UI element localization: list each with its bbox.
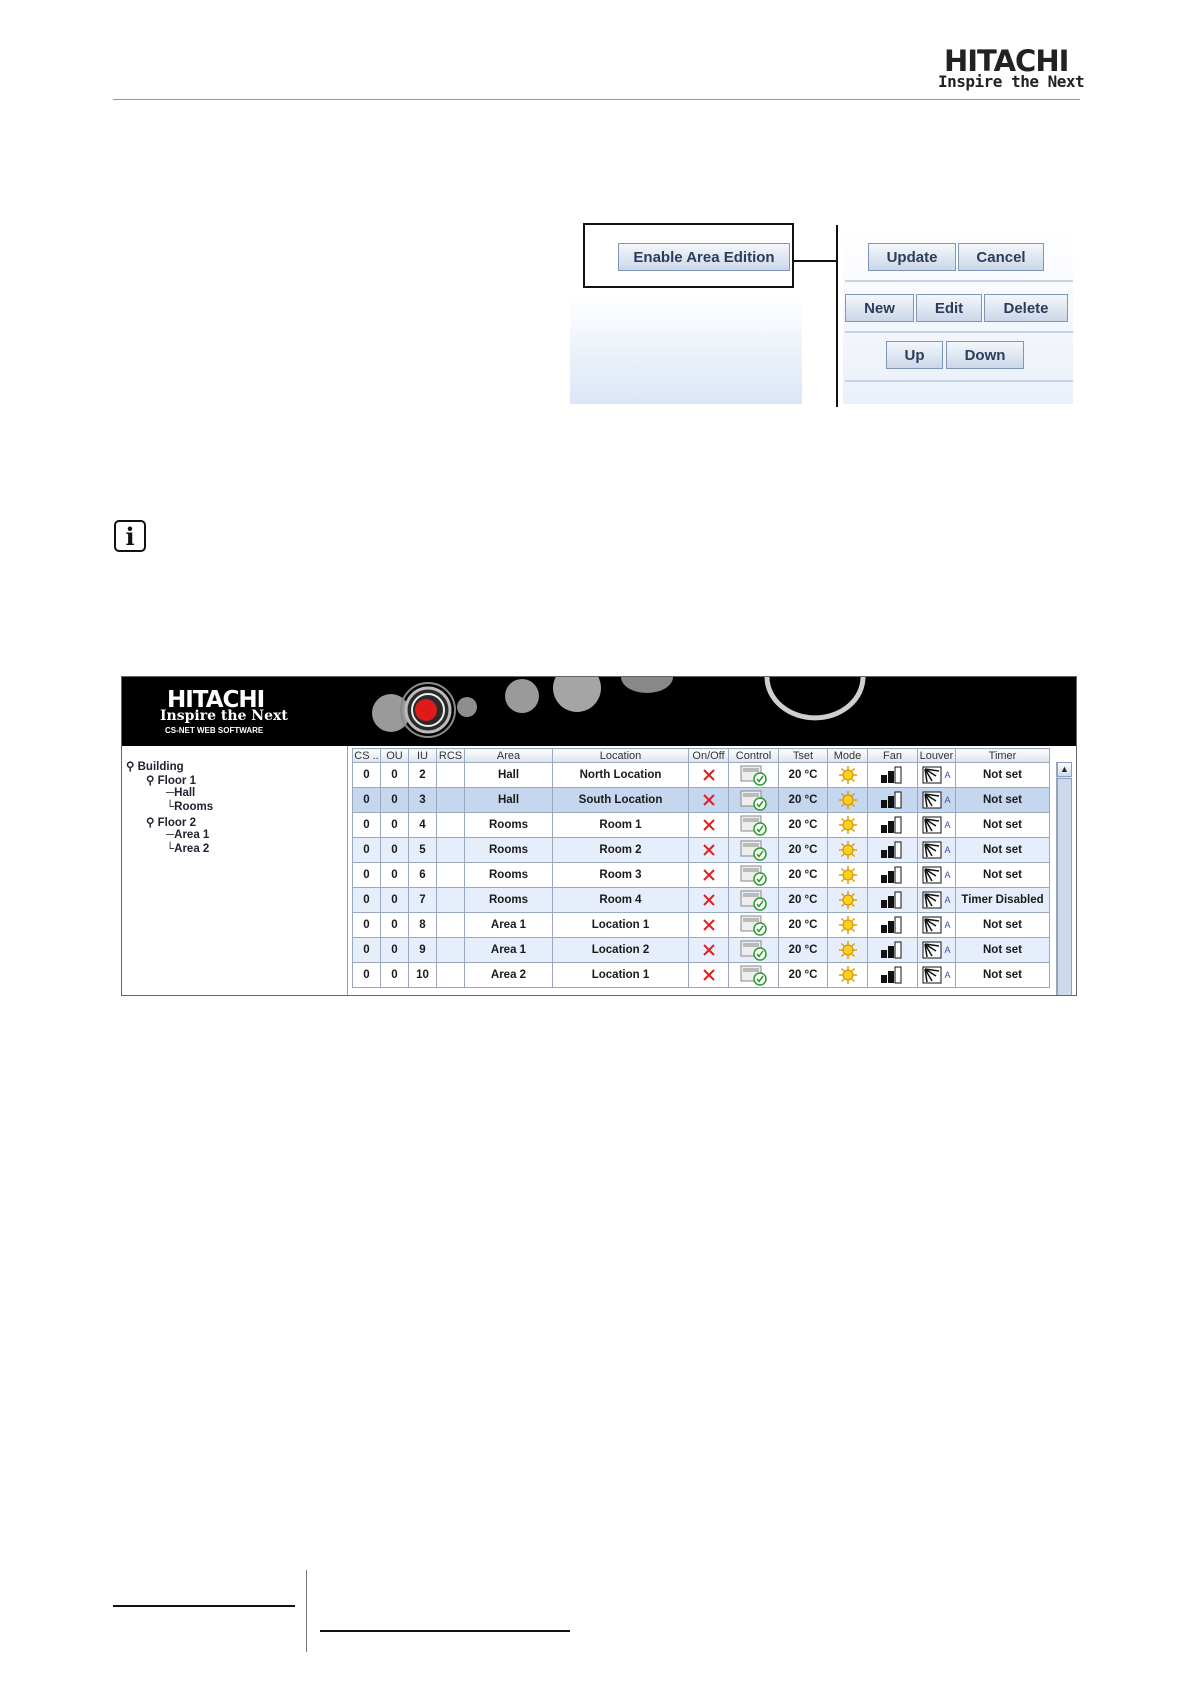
cell-rcs: [437, 888, 465, 913]
table-row[interactable]: [353, 913, 1050, 938]
separator: [845, 280, 1073, 282]
connector-line: [794, 260, 837, 262]
cell-onoff[interactable]: [689, 838, 729, 863]
control-enabled-icon: [739, 889, 769, 911]
cell-mode[interactable]: [828, 963, 868, 988]
off-x-icon: [702, 968, 716, 982]
heat-mode-sun-icon: [838, 840, 858, 860]
hitachi-logo: HITACHI: [944, 44, 1069, 78]
louver-swing-icon: [922, 841, 944, 859]
cell-mode[interactable]: [828, 888, 868, 913]
cell-control[interactable]: [729, 913, 779, 938]
off-x-icon: [702, 818, 716, 832]
column-header[interactable]: IU: [409, 749, 437, 763]
info-icon: i: [114, 520, 146, 552]
down-button[interactable]: Down: [946, 341, 1024, 369]
cell-tset: 20 °C: [779, 963, 828, 988]
column-header[interactable]: Tset: [779, 749, 828, 763]
control-enabled-icon: [739, 864, 769, 886]
cell-area: Rooms: [465, 838, 553, 863]
units-table: [352, 748, 1050, 988]
divider-line: [836, 225, 838, 407]
table-row[interactable]: [353, 863, 1050, 888]
cell-location: Room 4: [553, 888, 689, 913]
app-banner: [122, 677, 1077, 746]
cell-timer: Not set: [956, 763, 1050, 788]
cell-fan[interactable]: [868, 813, 918, 838]
cell-control[interactable]: [729, 763, 779, 788]
cell-mode[interactable]: [828, 813, 868, 838]
cancel-button[interactable]: Cancel: [958, 243, 1044, 271]
louver-auto-label: A: [944, 970, 951, 981]
cell-control[interactable]: [729, 788, 779, 813]
cell-louver[interactable]: [918, 788, 956, 813]
cell-location: Room 2: [553, 838, 689, 863]
cell-area: Area 1: [465, 938, 553, 963]
louver-swing-icon: [922, 891, 944, 909]
cell-rcs: [437, 938, 465, 963]
fan-speed-icon: [880, 966, 906, 984]
louver-swing-icon: [922, 766, 944, 784]
cell-onoff[interactable]: [689, 813, 729, 838]
cell-fan[interactable]: [868, 788, 918, 813]
tree-node-floor-1[interactable]: ⚲ Floor 1: [146, 775, 196, 787]
control-enabled-icon: [739, 764, 769, 786]
cell-cs: 0: [353, 763, 381, 788]
cell-onoff[interactable]: [689, 913, 729, 938]
cell-tset: 20 °C: [779, 838, 828, 863]
tree-node-building[interactable]: ⚲ Building: [126, 761, 184, 773]
cell-tset: 20 °C: [779, 938, 828, 963]
cell-mode[interactable]: [828, 938, 868, 963]
cell-ou: 0: [381, 863, 409, 888]
cell-ou: 0: [381, 838, 409, 863]
enable-area-edition-button[interactable]: Enable Area Edition: [618, 243, 790, 271]
cell-ou: 0: [381, 913, 409, 938]
heat-mode-sun-icon: [838, 890, 858, 910]
app-brand: HITACHI: [167, 687, 265, 713]
cell-fan[interactable]: [868, 838, 918, 863]
column-header[interactable]: Timer: [956, 749, 1050, 763]
cell-fan[interactable]: [868, 888, 918, 913]
cell-rcs: [437, 763, 465, 788]
cell-louver[interactable]: [918, 763, 956, 788]
control-enabled-icon: [739, 914, 769, 936]
app-software-name: CS-NET WEB SOFTWARE: [165, 726, 264, 735]
cell-ou: 0: [381, 813, 409, 838]
louver-swing-icon: [922, 966, 944, 984]
cell-timer: Not set: [956, 863, 1050, 888]
cell-tset: 20 °C: [779, 788, 828, 813]
heat-mode-sun-icon: [838, 765, 858, 785]
cell-tset: 20 °C: [779, 813, 828, 838]
fan-speed-icon: [880, 941, 906, 959]
cell-mode[interactable]: [828, 863, 868, 888]
cell-cs: 0: [353, 913, 381, 938]
table-row[interactable]: [353, 963, 1050, 988]
cell-louver[interactable]: [918, 963, 956, 988]
highlight-frame: [583, 223, 794, 288]
off-x-icon: [702, 793, 716, 807]
cell-area: Rooms: [465, 888, 553, 913]
cell-timer: Not set: [956, 913, 1050, 938]
cell-mode[interactable]: [828, 913, 868, 938]
cell-location: North Location: [553, 763, 689, 788]
cell-ou: 0: [381, 788, 409, 813]
cell-area: Rooms: [465, 813, 553, 838]
control-enabled-icon: [739, 789, 769, 811]
cell-rcs: [437, 913, 465, 938]
cell-rcs: [437, 838, 465, 863]
off-x-icon: [702, 893, 716, 907]
cell-louver[interactable]: [918, 938, 956, 963]
table-row[interactable]: [353, 888, 1050, 913]
separator: [845, 331, 1073, 333]
off-x-icon: [702, 868, 716, 882]
cell-ou: 0: [381, 888, 409, 913]
column-header[interactable]: Mode: [828, 749, 868, 763]
cell-rcs: [437, 963, 465, 988]
cell-fan[interactable]: [868, 763, 918, 788]
tree-node-rooms[interactable]: └Rooms: [166, 801, 214, 813]
cell-fan[interactable]: [868, 913, 918, 938]
off-x-icon: [702, 918, 716, 932]
louver-swing-icon: [922, 816, 944, 834]
cell-rcs: [437, 863, 465, 888]
louver-auto-label: A: [944, 945, 951, 956]
heat-mode-sun-icon: [838, 815, 858, 835]
cell-ou: 0: [381, 963, 409, 988]
fan-speed-icon: [880, 816, 906, 834]
cell-timer: Not set: [956, 788, 1050, 813]
table-row[interactable]: [353, 788, 1050, 813]
column-header[interactable]: Louver: [918, 749, 956, 763]
cell-timer: Not set: [956, 963, 1050, 988]
column-header[interactable]: CS ..: [354, 749, 379, 762]
table-scrollbar[interactable]: [1056, 762, 1072, 996]
cell-louver[interactable]: [918, 913, 956, 938]
cell-cs: 0: [353, 938, 381, 963]
control-enabled-icon: [739, 964, 769, 986]
table-row[interactable]: [353, 813, 1050, 838]
cell-timer: Not set: [956, 938, 1050, 963]
cell-cs: 0: [353, 863, 381, 888]
column-header[interactable]: Area: [465, 749, 553, 763]
cell-area: Hall: [465, 763, 553, 788]
cell-location: Location 2: [553, 938, 689, 963]
fan-speed-icon: [880, 766, 906, 784]
cell-cs: 0: [353, 788, 381, 813]
banner-decoration: [122, 677, 1077, 746]
heat-mode-sun-icon: [838, 790, 858, 810]
cell-fan[interactable]: [868, 963, 918, 988]
footer-rule-left: [113, 1605, 295, 1607]
separator: [845, 380, 1073, 382]
cell-ou: 0: [381, 938, 409, 963]
up-button[interactable]: Up: [886, 341, 943, 369]
tree-node-area-1[interactable]: ─Area 1: [166, 829, 210, 841]
cell-iu: 5: [409, 838, 437, 863]
app-screenshot: [121, 676, 1077, 996]
cell-iu: 9: [409, 938, 437, 963]
cell-iu: 2: [409, 763, 437, 788]
off-x-icon: [702, 943, 716, 957]
column-header[interactable]: RCS: [437, 749, 465, 763]
louver-auto-label: A: [944, 895, 951, 906]
cell-iu: 3: [409, 788, 437, 813]
fan-speed-icon: [880, 866, 906, 884]
header-divider: [113, 99, 1080, 100]
edit-button[interactable]: Edit: [916, 294, 982, 322]
cell-louver[interactable]: [918, 888, 956, 913]
cell-mode[interactable]: [828, 838, 868, 863]
louver-auto-label: A: [944, 770, 951, 781]
table-row[interactable]: [353, 763, 1050, 788]
cell-area: Area 1: [465, 913, 553, 938]
cell-louver[interactable]: [918, 838, 956, 863]
table-row[interactable]: [353, 938, 1050, 963]
control-enabled-icon: [739, 939, 769, 961]
cell-tset: 20 °C: [779, 863, 828, 888]
louver-swing-icon: [922, 866, 944, 884]
cell-area: Hall: [465, 788, 553, 813]
cell-tset: 20 °C: [779, 763, 828, 788]
cell-timer: Timer Disabled: [956, 888, 1050, 913]
cell-location: Room 1: [553, 813, 689, 838]
cell-cs: 0: [353, 813, 381, 838]
app-tagline: Inspire the Next: [160, 708, 288, 724]
delete-button[interactable]: Delete: [984, 294, 1068, 322]
cell-control[interactable]: [729, 963, 779, 988]
cell-louver[interactable]: [918, 863, 956, 888]
tree-node-hall[interactable]: ─Hall: [166, 787, 196, 799]
control-enabled-icon: [739, 839, 769, 861]
cell-iu: 6: [409, 863, 437, 888]
cell-iu: 10: [409, 963, 437, 988]
heat-mode-sun-icon: [838, 965, 858, 985]
louver-auto-label: A: [944, 845, 951, 856]
cell-timer: Not set: [956, 813, 1050, 838]
heat-mode-sun-icon: [838, 940, 858, 960]
table-row[interactable]: [353, 838, 1050, 863]
new-button[interactable]: New: [845, 294, 914, 322]
off-x-icon: [702, 768, 716, 782]
cell-onoff[interactable]: [689, 938, 729, 963]
heat-mode-sun-icon: [838, 915, 858, 935]
table-header: [353, 749, 1050, 763]
footer-divider: [306, 1570, 307, 1652]
louver-auto-label: A: [944, 920, 951, 931]
off-x-icon: [702, 843, 716, 857]
hitachi-tagline: Inspire the Next: [938, 72, 1085, 91]
cell-control[interactable]: [729, 863, 779, 888]
louver-swing-icon: [922, 791, 944, 809]
fan-speed-icon: [880, 791, 906, 809]
tree-node-area-2[interactable]: └Area 2: [166, 843, 210, 855]
cell-mode[interactable]: [828, 788, 868, 813]
cell-onoff[interactable]: [689, 788, 729, 813]
footer-rule-right: [320, 1630, 570, 1632]
cell-location: Room 3: [553, 863, 689, 888]
cell-tset: 20 °C: [779, 888, 828, 913]
fan-speed-icon: [880, 891, 906, 909]
cell-cs: 0: [353, 888, 381, 913]
column-header[interactable]: Fan: [868, 749, 918, 763]
scroll-up-icon[interactable]: ▲: [1057, 762, 1072, 777]
cell-onoff[interactable]: [689, 763, 729, 788]
louver-auto-label: A: [944, 795, 951, 806]
cell-area: Rooms: [465, 863, 553, 888]
cell-control[interactable]: [729, 888, 779, 913]
cell-control[interactable]: [729, 938, 779, 963]
louver-auto-label: A: [944, 870, 951, 881]
update-button[interactable]: Update: [868, 243, 956, 271]
column-header[interactable]: On/Off: [689, 749, 729, 763]
control-enabled-icon: [739, 814, 769, 836]
louver-swing-icon: [922, 916, 944, 934]
column-header[interactable]: OU: [381, 749, 409, 763]
fan-speed-icon: [880, 841, 906, 859]
cell-control[interactable]: [729, 813, 779, 838]
cell-cs: 0: [353, 838, 381, 863]
column-header[interactable]: Control: [729, 749, 779, 763]
cell-mode[interactable]: [828, 763, 868, 788]
cell-control[interactable]: [729, 838, 779, 863]
scroll-thumb[interactable]: [1057, 778, 1072, 996]
area-tree: [122, 746, 348, 996]
cell-location: South Location: [553, 788, 689, 813]
cell-iu: 8: [409, 913, 437, 938]
cell-tset: 20 °C: [779, 913, 828, 938]
cell-iu: 7: [409, 888, 437, 913]
cell-rcs: [437, 813, 465, 838]
louver-auto-label: A: [944, 820, 951, 831]
tree-node-floor-2[interactable]: ⚲ Floor 2: [146, 817, 196, 829]
heat-mode-sun-icon: [838, 865, 858, 885]
cell-iu: 4: [409, 813, 437, 838]
column-header[interactable]: Location: [553, 749, 689, 763]
cell-onoff[interactable]: [689, 863, 729, 888]
cell-area: Area 2: [465, 963, 553, 988]
cell-timer: Not set: [956, 838, 1050, 863]
cell-onoff[interactable]: [689, 963, 729, 988]
cell-ou: 0: [381, 763, 409, 788]
cell-fan[interactable]: [868, 938, 918, 963]
cell-location: Location 1: [553, 963, 689, 988]
cell-louver[interactable]: [918, 813, 956, 838]
louver-swing-icon: [922, 941, 944, 959]
cell-onoff[interactable]: [689, 888, 729, 913]
fan-speed-icon: [880, 916, 906, 934]
cell-fan[interactable]: [868, 863, 918, 888]
cell-location: Location 1: [553, 913, 689, 938]
cell-rcs: [437, 788, 465, 813]
cell-cs: 0: [353, 963, 381, 988]
